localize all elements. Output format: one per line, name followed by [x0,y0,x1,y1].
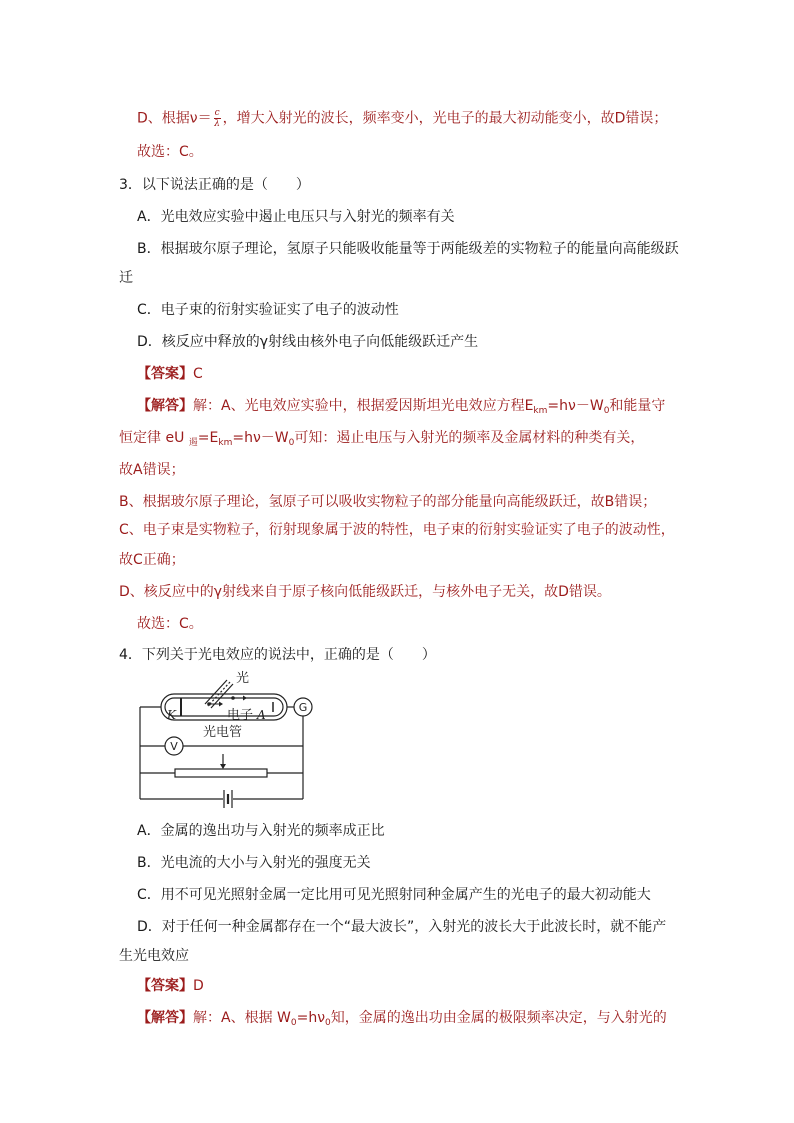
q3-exp2-mid1: =E [197,430,219,446]
q3-option-c: C．电子束的衍射实验证实了电子的波动性 [137,302,399,318]
q4-answer [137,976,204,996]
galvanometer-label: G [298,701,308,714]
q3-option-d: D．核反应中释放的γ射线由核外电子向低能级跃迁产生 [137,334,479,350]
q3-exp2-sub-stop: 遏 [188,438,198,448]
electron-label: 电子 [227,708,254,723]
q4-exp1-pre: 解：A、根据 W [193,1010,291,1026]
q3-answer [137,364,203,384]
q3-explanation-line1 [137,396,665,421]
q4-option-c: C．用不可见光照射金属一定比用可见光照射同种金属产生的光电子的最大初动能大 [137,887,651,903]
q3-exp2-sub-km: km [218,438,233,448]
q2-d-text-pre: D、根据ν＝ [137,110,212,127]
voltmeter-label: V [170,740,178,753]
answer-tag: 【答案】 [137,366,193,382]
q4-exp1-post: 知，金属的逸出功由金属的极限频率决定，与入射光的 [330,1010,667,1026]
electron-dot-1 [207,702,211,706]
q2-choose: 故选：C。 [137,144,203,160]
rheostat [175,769,267,777]
q3-option-b-line2: 迁 [119,270,133,286]
q4-option-a: A．金属的逸出功与入射光的频率成正比 [137,823,385,839]
answer-tag: 【答案】 [137,978,193,994]
q3-explanation-line2 [119,428,644,453]
q3-exp1-post: 和能量守 [609,398,666,414]
cathode-label: K [167,708,176,722]
explanation-tag: 【解答】 [137,398,193,414]
q3-explanation-line5: C、电子束是实物粒子，衍射现象属于波的特性，电子束的衍射实验证实了电子的波动性， [119,522,675,538]
q4-exp1-sub-0: 0 [290,1018,297,1028]
q4-exp1-sub-0b: 0 [325,1018,331,1028]
q4-option-d-line2: 生光电效应 [119,948,189,964]
light-label: 光 [236,671,250,686]
phototube-label: 光电管 [203,725,243,740]
q3-exp1-sub-km: km [533,406,548,416]
q3-exp2-sub-0: 0 [288,438,295,448]
q2-d-text-post: ，增大入射光的波长，频率变小，光电子的最大初动能变小，故D错误； [222,110,668,127]
q3-option-a: A．光电效应实验中遏止电压只与入射光的频率有关 [137,209,455,225]
fraction-denominator: λ [214,119,220,129]
photoelectric-circuit-diagram [135,668,315,808]
q4-option-b: B．光电流的大小与入射光的强度无关 [137,855,371,871]
explanation-tag: 【解答】 [137,1010,193,1026]
q3-exp2-post: 可知：遏止电压与入射光的频率及金属材料的种类有关， [294,430,645,446]
answer-value: C [193,366,203,382]
q3-exp1-sub-0: 0 [603,406,610,416]
light-ray-1 [205,680,227,704]
q3-explanation-line4: B、根据玻尔原子理论，氢原子可以吸收实物粒子的部分能量向高能级跃迁，故B错误； [119,494,657,510]
q3-explanation-line3: 故A错误； [119,462,185,478]
slider-arrow-icon [220,764,226,769]
frequency-fraction [214,108,221,129]
q2-option-d-explanation [137,108,667,129]
q3-exp1-mid: =hν－W [547,398,604,414]
q3-explanation-line7: D、核反应中的γ射线来自于原子核向低能级跃迁，与核外电子无关，故D错误。 [119,584,611,600]
q3-stem: 3．以下说法正确的是（ ） [119,177,310,193]
electron-arrowhead-1 [219,702,223,707]
q4-option-d-line1: D．对于任何一种金属都存在一个“最大波长”，入射光的波长大于此波长时，就不能产 [137,919,667,935]
q3-explanation-line6: 故C正确； [119,552,185,568]
q3-exp2-pre: 恒定律 eU [119,430,189,446]
electron-dot-2 [231,696,235,700]
circuit-svg [135,668,315,808]
q3-option-b-line1: B．根据玻尔原子理论，氢原子只能吸收能量等于两能级差的实物粒子的能量向高能级跃 [137,241,679,257]
anode-label: A [257,708,266,722]
answer-value: D [193,978,204,994]
q3-choose: 故选：C。 [137,616,203,632]
q3-exp2-mid2: =hν－W [232,430,289,446]
q4-explanation-line1 [137,1008,667,1033]
electron-arrowhead-2 [243,696,247,701]
q3-exp1-text: 解：A、光电效应实验中，根据爱因斯坦光电效应方程E [193,398,534,414]
q4-stem: 4．下列关于光电效应的说法中，正确的是（ ） [119,647,436,663]
q4-exp1-mid: =hν [296,1010,326,1026]
fraction-numerator: c [214,108,220,118]
